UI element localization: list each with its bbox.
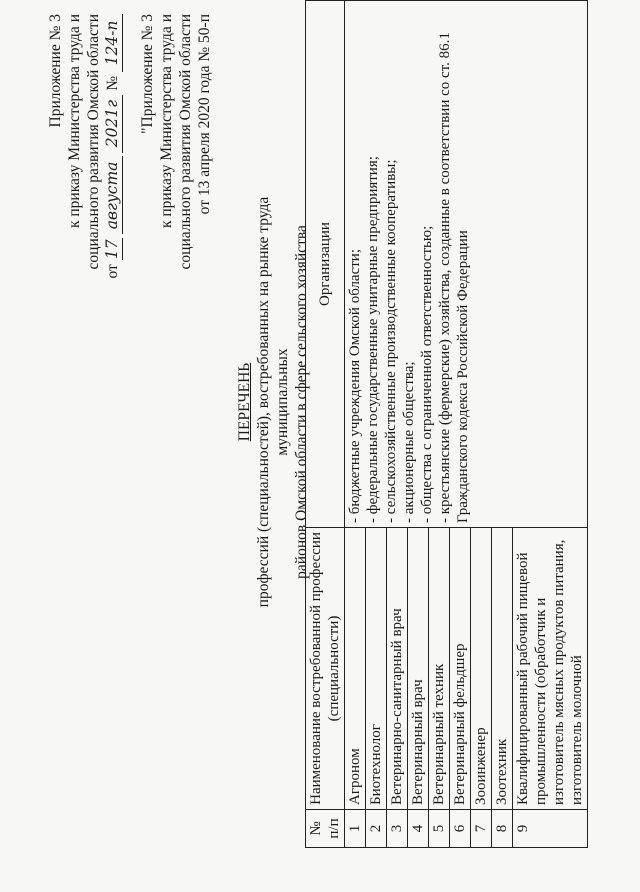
row-profession: Ветеринарно-санитарный врач [387, 528, 408, 810]
handwritten-year: 2021г [103, 95, 123, 153]
row-profession: Зоотехник [492, 528, 513, 810]
table-row [345, 1, 366, 848]
date-prefix: от [104, 264, 121, 279]
row-profession: Квалифицированный рабочий пищевой промышленности (обработчик и изготовитель мясных продуктов питания, изготовитель молочной [513, 528, 588, 810]
document-title [235, 162, 311, 642]
number-prefix: № [104, 75, 121, 91]
row-profession: Ветеринарный врач [408, 528, 429, 810]
organizations-cell [345, 1, 588, 528]
org-item: - общества с ограниченной ответственностью; [419, 225, 435, 523]
appendix-date-line [103, 14, 123, 279]
header-profession: Наименование востребованной профессии (специальности) [306, 528, 345, 810]
appendix-ministry: социального развития Омской области [85, 14, 102, 270]
original-order-ref: к приказу Министерства труда и [158, 14, 175, 229]
appendix-order-ref: к приказу Министерства труда и [66, 14, 83, 229]
title-line-1: профессий (специальностей), востребованных на рынке труда муниципальных [255, 196, 291, 608]
org-item: - федеральные государственные унитарные предприятия; [365, 156, 381, 523]
row-num: 4 [408, 810, 429, 848]
handwritten-number: 124-п [103, 14, 123, 72]
row-profession: Биотехнолог [366, 528, 387, 810]
org-item: - сельскохозяйственные производственные кооперативы; [383, 159, 399, 523]
row-num: 6 [450, 810, 471, 848]
original-appendix-title: "Приложение № 3 [139, 14, 156, 134]
row-num: 7 [471, 810, 492, 848]
row-profession: Зооинженер [471, 528, 492, 810]
table-header-row [306, 1, 345, 848]
handwritten-day: 17 [103, 239, 121, 260]
row-num: 5 [429, 810, 450, 848]
original-appendix-header [138, 14, 214, 269]
row-profession: Ветеринарный техник [429, 528, 450, 810]
appendix-header [46, 14, 123, 279]
title-heading: ПЕРЕЧЕНЬ [236, 362, 253, 442]
row-num: 8 [492, 810, 513, 848]
row-num: 2 [366, 810, 387, 848]
row-num: 9 [513, 810, 588, 848]
row-profession: Ветеринарный фельдшер [450, 528, 471, 810]
org-item: - бюджетные учреждения Омской области; [347, 249, 363, 523]
row-profession: Агроном [345, 528, 366, 810]
row-num: 3 [387, 810, 408, 848]
org-item: - крестьянские (фермерские) хозяйства, созданные в соответствии со ст. 86.1 Гражданского кодекса Российской Федерации [437, 32, 471, 523]
professions-table [305, 0, 588, 848]
title-line-2: районов Омской области в сфере сельского хозяйства [293, 225, 310, 579]
header-num: № п/п [306, 810, 345, 848]
row-num: 1 [345, 810, 366, 848]
original-ministry: социального развития Омской области [177, 14, 194, 270]
handwritten-month: августа [103, 156, 123, 234]
original-date: от 13 апреля 2020 года № 50-п [196, 14, 213, 215]
header-organizations: Организации [306, 1, 345, 528]
appendix-title: Приложение № 3 [47, 14, 64, 128]
org-item: - акционерные общества; [401, 361, 417, 523]
